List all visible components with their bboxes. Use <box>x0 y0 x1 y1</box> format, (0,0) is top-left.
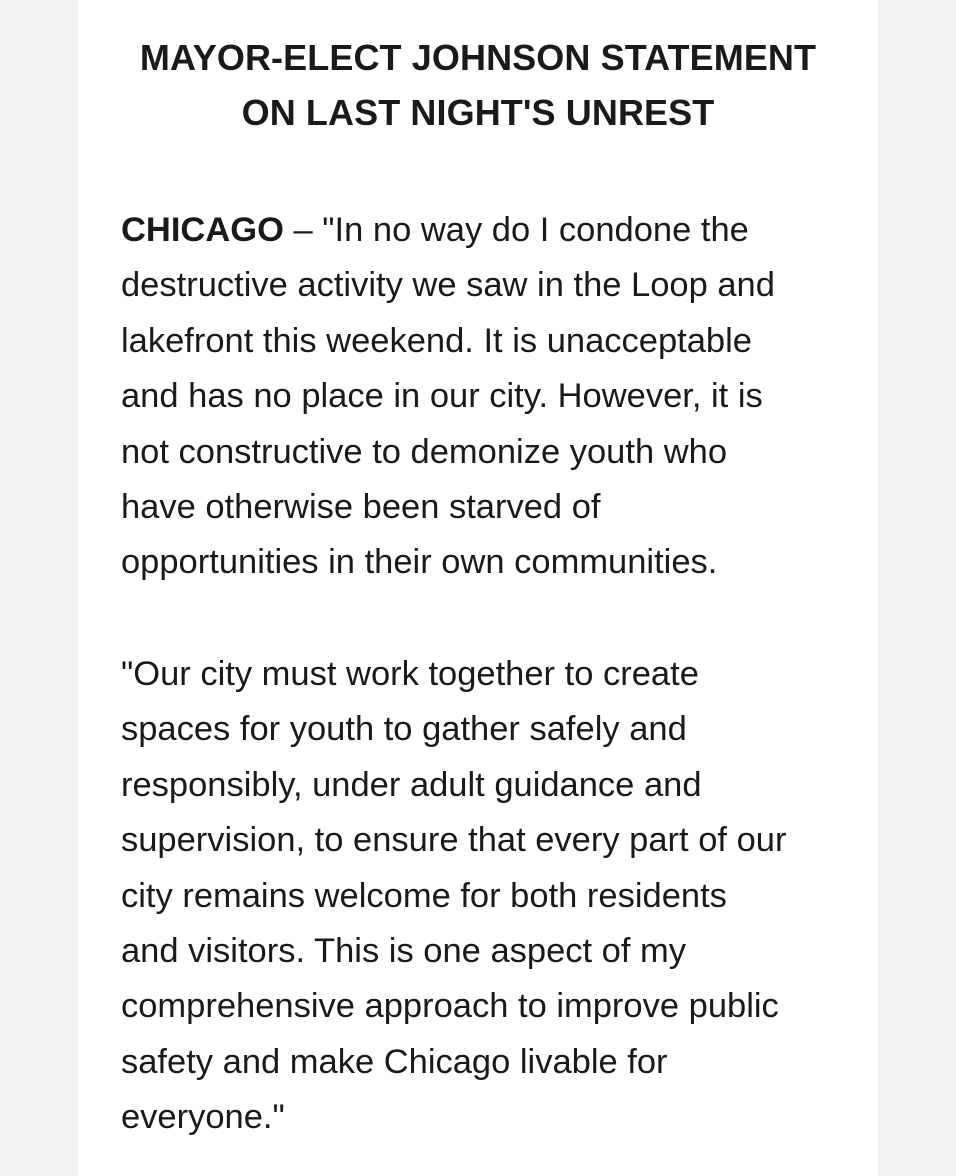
paragraph-line: city remains welcome for both residents <box>121 876 727 915</box>
paragraph-line: opportunities in their own communities. <box>121 543 718 582</box>
paragraph-line: supervision, to ensure that every part of our <box>121 821 787 860</box>
press-release <box>78 0 878 1176</box>
paragraph-line: lakefront this weekend. It is unacceptable <box>121 321 752 360</box>
statement-paragraph-2 <box>121 647 861 1146</box>
paragraph-line: not constructive to demonize youth who <box>121 432 728 471</box>
paragraph-text: "In no way do I condone the <box>322 211 749 249</box>
paragraph-line: safety and make Chicago livable for <box>121 1042 668 1081</box>
dateline-separator: – <box>283 211 323 249</box>
headline-line-1: MAYOR-ELECT JOHNSON STATEMENT <box>139 37 817 78</box>
paragraph-line: and has no place in our city. However, it is <box>121 377 763 416</box>
paragraph-line: and visitors. This is one aspect of my <box>121 932 687 971</box>
paragraph-line: have otherwise been starved of <box>121 488 601 527</box>
headline-line-2: ON LAST NIGHT'S UNREST <box>241 92 715 133</box>
paragraph-line <box>121 203 861 258</box>
paragraph-line: everyone." <box>121 1098 285 1137</box>
headline <box>78 30 878 140</box>
paragraph-line: destructive activity we saw in the Loop and <box>121 266 775 305</box>
dateline: CHICAGO <box>121 211 284 249</box>
paragraph-line: "Our city must work together to create <box>121 655 699 693</box>
statement-paragraph-1 <box>121 203 861 591</box>
paragraph-line: comprehensive approach to improve public <box>121 987 779 1026</box>
paragraph-line: responsibly, under adult guidance and <box>121 765 702 804</box>
paragraph-line: spaces for youth to gather safely and <box>121 710 687 749</box>
